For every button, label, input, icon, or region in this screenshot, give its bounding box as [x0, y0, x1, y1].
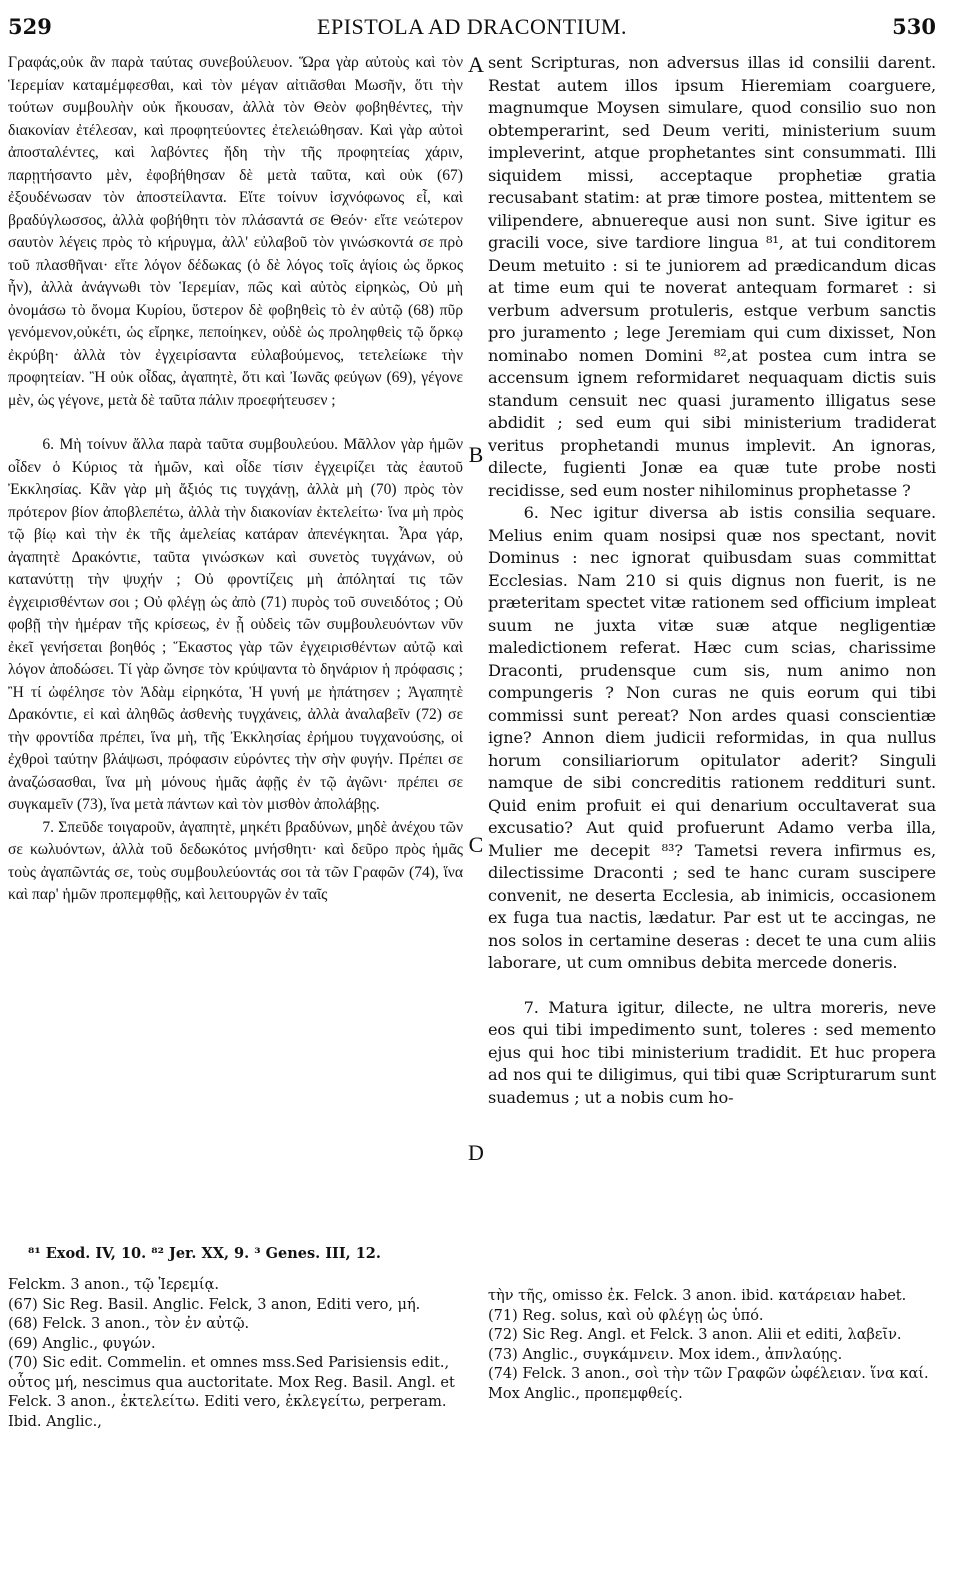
scripture-footnotes: ⁸¹ Exod. IV, 10. ⁸² Jer. XX, 9. ³ Genes. III, 12. — [28, 1245, 381, 1262]
note-69: (69) Anglic., φυγών. — [8, 1335, 156, 1352]
latin-paragraph-1: sent Scripturas, non adversus illas id consilii darent. Restat autem illos ipsum Hieremiam coarguere, magnumque Moysen simulare, quod consilio suo non obtemperarint, sed Deum veriti, ministerium suum impleverint, atque prophetantes sint consummati. Illi siquidem missi, acceptaque prophetiæ gratia recusabant statim: at præ timore postea, mittentem se vilipendere, abnuereque ausi non sunt. Sive igitur es gracili voce, sive tardiore lingua ⁸¹, at tui conditorem Deum metuito : si te juniorem ad prædicandum dicas at time eum qui te noverat antequam formaret : si verbum adversum protuleris, estque verbum sanctis pro juramento ; lege Jeremiam qui cum dixisset, Non nominabo nomen Domini ⁸²,at postea cum intra se accensum ignem reformidaret nequaquam dictis suis standum censuit nec quasi juramento illigatus sese abdidit ; sed eum qui sibi ministerium tradiderat veritus prophetandi munus implevit. An ignoras, dilecte, fugienti Jonæ ea quæ tute probe nosti recidisse, sed eum noster nihilominus prophetasse ? — [488, 53, 936, 500]
note-72: (72) Sic Reg. Angl. et Felck. 3 anon. Alii et editi, λαβεῖν. — [488, 1327, 902, 1343]
greek-paragraph-7: 7. Σπεῦδε τοιγαροῦν, ἀγαπητὲ, μηκέτι βραδύνων, μηδὲ ἀνέχου τῶν σε κωλυόντων, ἀλλὰ τοῦ δεδωκότος μνήσθητι· καὶ δεῦρο πρὸς ἡμᾶς τοὺς ἀγαπῶντάς σε, τοὺς συμβουλεύοντάς σοι τὰ τῶν Γραφῶν (74), ἵνα καὶ παρ' ἡμῶν προπεμφθῇς, καὶ λειτουργῶν ἐν ταῖς — [8, 818, 463, 903]
latin-column — [488, 52, 936, 1109]
note-73: (73) Anglic., συγκάμνειν. Mox idem., ἀπνλαύῃς. — [488, 1346, 843, 1363]
latin-paragraph-6: 6. Nec igitur diversa ab istis consilia sequare. Melius enim quam nosipsi quæ nos spectant, novit Dominus : nec ignorat quibusdam suas committat Ecclesias. Nam 210 si quis dignus non fuerit, is ne præteritam spectet vitæ rationem sed officium impleat suum ne juxta vitæ suæ atque negligentiæ maledictionem referat. Hæc cum scias, charissime Draconti, prudensque cum sis, num animo non compungeris ? Non curas ne quis eorum qui tibi commissi sunt pereat? Non ardes quasi conscientiæ igne? Annon diem judicii reformidas, in qua nullus horum consiliariorum opitulator aderit? Singuli namque de sibi concreditis rationem reddituri sunt. Quid enim profuit ei qui denarium occultaverat sua excusatio? Aut quid profuerunt Adamo verba illa, Mulier me decepit ⁸³? Tametsi revera infirmus es, dilectissime Draconti ; sed te hanc curam suscipere convenit, ne deserta Ecclesia, ab inimicis, occasionem ex fuga tua nactis, lædatur. Par est ut te accingas, ne nos solos in certamine deseras : decet te una cum aliis laborare, ut cum omnibus debita mercede doneris. — [488, 503, 936, 972]
running-header — [8, 14, 936, 44]
greek-paragraph-6: 6. Μὴ τοίνυν ἄλλα παρὰ ταῦτα συμβουλεύου. Μᾶλλον γὰρ ἡμῶν οἶδεν ὁ Κύριος τὰ ἡμῶν, καὶ οἶδε τίσιν ἐγχειρίζει τὰς ἑαυτοῦ Ἐκκλησίας. Κἂν γὰρ μὴ ἄξιός τις τυγχάνῃ, ἀλλὰ μὴ (70) πρὸς τὸν πρότερον βίον ἀποβλεπέτω, ἀλλὰ τὴν διακονίαν ἐκτελείτω· ἵνα μὴ πρὸς τῷ βίῳ καὶ τὴν ἐκ τῆς ἀμελείας κατάραν ἀπενέγκηται. Ἆρα γάρ, ἀγαπητὲ Δρακόντιε, ταῦτα γινώσκων καὶ συνετὸς τυγχάνων, οὐ κατανύττῃ τὴν ψυχήν ; Οὐ φροντίζεις μὴ ἀπόληταί τις τῶν ἐγχειρισθέντων σοι ; Οὐ φλέγῃ ὡς ἀπὸ (71) πυρὸς τοῦ συνειδότος ; Οὐ φοβῇ τὴν ἡμέραν τῆς κρίσεως, ἐν ᾗ οὐδεὶς τῶν συμβουλευόντων νῦν ἐκεῖ γενήσεται βοηθός ; Ἕκαστος γὰρ τῶν ἐγχειρισθέντων αὐτῷ καὶ λόγον ἀποδώσει. Τί γὰρ ὤνησε τὸν κρύψαντα τὸ δηνάριον ἡ πρόφασις ; Ἢ τί ὠφέλησε τὸν Ἀδὰμ εἰρηκότα, Ἡ γυνή με ἠπάτησεν ; Ἀγαπητὲ Δρακόντιε, εἰ καὶ ἀληθῶς ἀσθενὴς τυγχάνεις, ἀλλὰ ἀναλαβεῖν (72) σε τὴν φροντίδα πρέπει, ἵνα μὴ, τῆς Ἐκκλησίας ἐρήμου τυγχανούσης, οἱ ἐχθροὶ ταύτην βλάψωσι, πρόφασιν εὑρόντες τὴν σὴν φυγήν. Πρέπει σε ἀναζώσασθαι, ἵνα μὴ μόνους ἡμᾶς ἀφῇς ἐν τῷ ἀγῶνι· πρέπει σε συγκαμεῖν (73), ἵνα μετὰ πάντων καὶ τὸν μισθὸν ἀπολάβῃς. — [8, 436, 463, 813]
greek-paragraph-1: Γραφάς,οὐκ ἂν παρὰ ταύτας συνεβούλευον. Ὥρα γὰρ αὐτοὺς καὶ τὸν Ἱερεμίαν καταμέμφεσθαι, καὶ τὸν μέγαν αἰτιᾶσθαι Μωσῆν, ὅτι τὴν τούτων συμβουλὴν οὐκ ἤκουσαν, ἀλλὰ τὸν Θεὸν φοβηθέντες, τὴν διακονίαν ἐτέλεσαν, καὶ προφητεύοντες ἐτελειώθησαν. Καὶ γὰρ αὐτοὶ ἀποσταλέντες, καὶ λαβόντες ἤδη τὴν τῆς προφητείας χάριν, παρῃτήσαντο μὲν, ἐφοβήθησαν δὲ μετὰ ταῦτα, καὶ οὐκ (67) ἐξουδένωσαν τὸν ἀποστείλαντα. Εἴτε τοίνυν ἰσχνόφωνος εἶ, καὶ βραδύγλωσσος, ἀλλὰ φοβήθητι τὸν πλάσαντά σε Θεόν· εἴτε νεώτερον σαυτὸν λέγεις πρὸς τὸ κήρυγμα, ἀλλ' εὐλαβοῦ τὸν γινώσκοντά σε πρὸ τοῦ πλασθῆναι· εἴτε λόγον δέδωκας (ὁ δὲ λόγος τοῖς ἁγίοις ὡς ὅρκος ἦν), ἀλλὰ ἀνάγνωθι τὸν Ἱερεμίαν, πῶς καὶ αὐτὸς εἰρηκὼς, Οὐ μὴ ὀνομάσω τὸ ὄνομα Κυρίου, ὕστερον δὲ φοβηθεὶς τὸ ἐν αὐτῷ (68) πῦρ γενόμενον,οὐκέτι, ὡς εἴρηκε, πεποίηκεν, οὐδὲ ὡς προληφθεὶς τῷ ὅρκῳ ἐκρύβη· ἀλλὰ τὸν ἐγχειρίσαντα εὐλαβούμενος, τετελείωκε τὴν προφητείαν. Ἢ οὐκ οἶδας, ἀγαπητὲ, ὅτι καὶ Ἰωνᾶς φεύγων (69), γέγονε μὲν, ὡς γέγονε, μετὰ δὲ ταῦτα πάλιν προεφήτευσεν ; — [8, 54, 463, 409]
note-71: (71) Reg. solus, καὶ οὐ φλέγῃ ὡς ὑπό. — [488, 1307, 764, 1324]
page-number-left: 529 — [8, 14, 52, 39]
margin-letter-a: A — [468, 52, 484, 77]
note-74: (74) Felck. 3 anon., σοὶ τὴν τῶν Γραφῶν ὠφέλειαν. ἵνα καί. Mox Anglic., προπεμφθείς. — [488, 1366, 929, 1402]
note-67: (67) Sic Reg. Basil. Anglic. Felck, 3 anon, Editi vero, μή. — [8, 1296, 421, 1313]
margin-letter-d: D — [468, 1140, 484, 1165]
running-title: EPISTOLA AD DRACONTIUM. — [317, 14, 627, 39]
margin-letter-b: B — [468, 442, 484, 467]
note-70: (70) Sic edit. Commelin. et omnes mss.Sed Parisiensis edit., οὗτος μή, nescimus qua auctoritate. Mox Reg. Basil. Angl. et Felck. 3 anon., ἐκτελείτω. Editi vero, ἐκλεγείτω, perperam. Ibid. Anglic., — [8, 1355, 455, 1430]
textual-notes-right — [488, 1287, 936, 1404]
note-line: Felckm. 3 anon., τῷ Ἱερεμίᾳ. — [8, 1277, 220, 1293]
note-68: (68) Felck. 3 anon., τὸν ἐν αὐτῷ. — [8, 1316, 250, 1332]
page-number-right: 530 — [892, 14, 936, 39]
greek-column — [8, 52, 463, 907]
textual-notes-left — [8, 1276, 463, 1432]
margin-letter-c: C — [468, 832, 484, 857]
note-line: τὴν τῆς, omisso ἐκ. Felck. 3 anon. ibid. κατάρειαν habet. — [488, 1288, 907, 1304]
latin-paragraph-7: 7. Matura igitur, dilecte, ne ultra moreris, neve eos qui tibi impedimento sunt, toleres : sed memento ejus qui hoc tibi ministerium tradidit. Et huc propera ad nos qui te diligimus, qui tibi quæ Scripturarum sunt suademus ; ut a nobis cum ho- — [488, 997, 936, 1107]
